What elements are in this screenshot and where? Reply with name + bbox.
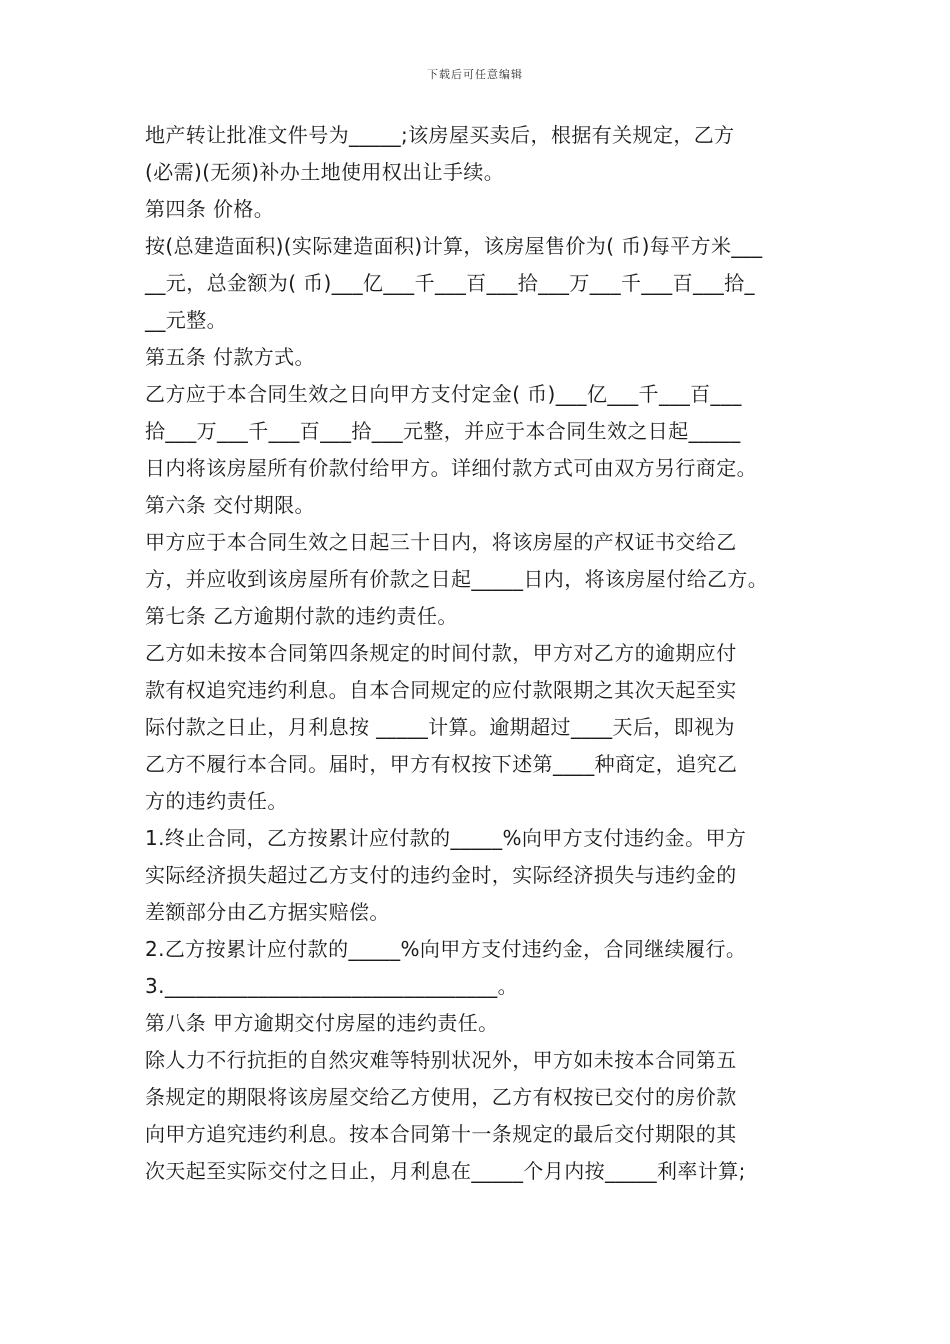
text-line: 次天起至实际交付之日止，月利息在_____个月内按_____利率计算; [145,1159,746,1183]
text-line: __元，总金额为( 币)___亿___千___百___拾___万___千___百___拾_ [145,271,755,295]
text-line: 乙方如未按本合同第四条规定的时间付款，甲方对乙方的逾期应付 [145,641,737,665]
text-line: (必需)(无须)补办土地使用权出让手续。 [145,160,505,184]
text-line: 方，并应收到该房屋所有价款之日起_____日内，将该房屋付给乙方。 [145,567,769,591]
text-line: 地产转让批准文件号为_____;该房屋买卖后，根据有关规定，乙方 [145,123,735,147]
text-line: 乙方不履行本合同。届时，甲方有权按下述第____种商定，追究乙 [145,752,738,776]
article-heading: 第五条 付款方式。 [145,345,315,369]
text-line: 条规定的期限将该房屋交给乙方使用，乙方有权按已交付的房价款 [145,1085,737,1109]
list-item: 3.________________________________。 [145,974,519,998]
text-line: 差额部分由乙方据实赔偿。 [145,900,390,924]
text-line: 实际经济损失超过乙方支付的违约金时，实际经济损失与违约金的 [145,863,737,887]
text-line: 按(总建造面积)(实际建造面积)计算，该房屋售价为( 币)每平方米___ [145,234,763,258]
text-line: 方的违约责任。 [145,789,288,813]
text-line: 甲方应于本合同生效之日起三十日内，将该房屋的产权证书交给乙 [145,530,737,554]
text-line: 际付款之日止，月利息按 _____计算。逾期超过____天后，即视为 [145,715,735,739]
article-heading: 第六条 交付期限。 [145,493,315,517]
text-line: 除人力不行抗拒的自然灾难等特别状况外，甲方如未按本合同第五 [145,1048,737,1072]
article-heading: 第八条 甲方逾期交付房屋的违约责任。 [145,1011,499,1035]
text-line: 款有权追究违约利息。自本合同规定的应付款限期之其次天起至实 [145,678,737,702]
page-header: 下载后可任意编辑 [427,68,523,81]
text-line: 乙方应于本合同生效之日向甲方支付定金( 币)___亿___千___百___ [145,382,742,406]
text-line: 日内将该房屋所有价款付给甲方。详细付款方式可由双方另行商定。 [145,456,757,480]
document-body [145,117,825,1190]
text-line: 向甲方追究违约利息。按本合同第十一条规定的最后交付期限的其 [145,1122,737,1146]
text-line: 拾___万___千___百___拾___元整，并应于本合同生效之日起_____ [145,419,741,443]
text-line: __元整。 [145,308,227,332]
list-item: 2.乙方按累计应付款的_____%向甲方支付违约金，合同继续履行。 [145,937,747,961]
article-heading: 第七条 乙方逾期付款的违约责任。 [145,604,458,628]
list-item: 1.终止合同，乙方按累计应付款的_____%向甲方支付违约金。甲方 [145,826,747,850]
article-heading: 第四条 价格。 [145,197,275,221]
